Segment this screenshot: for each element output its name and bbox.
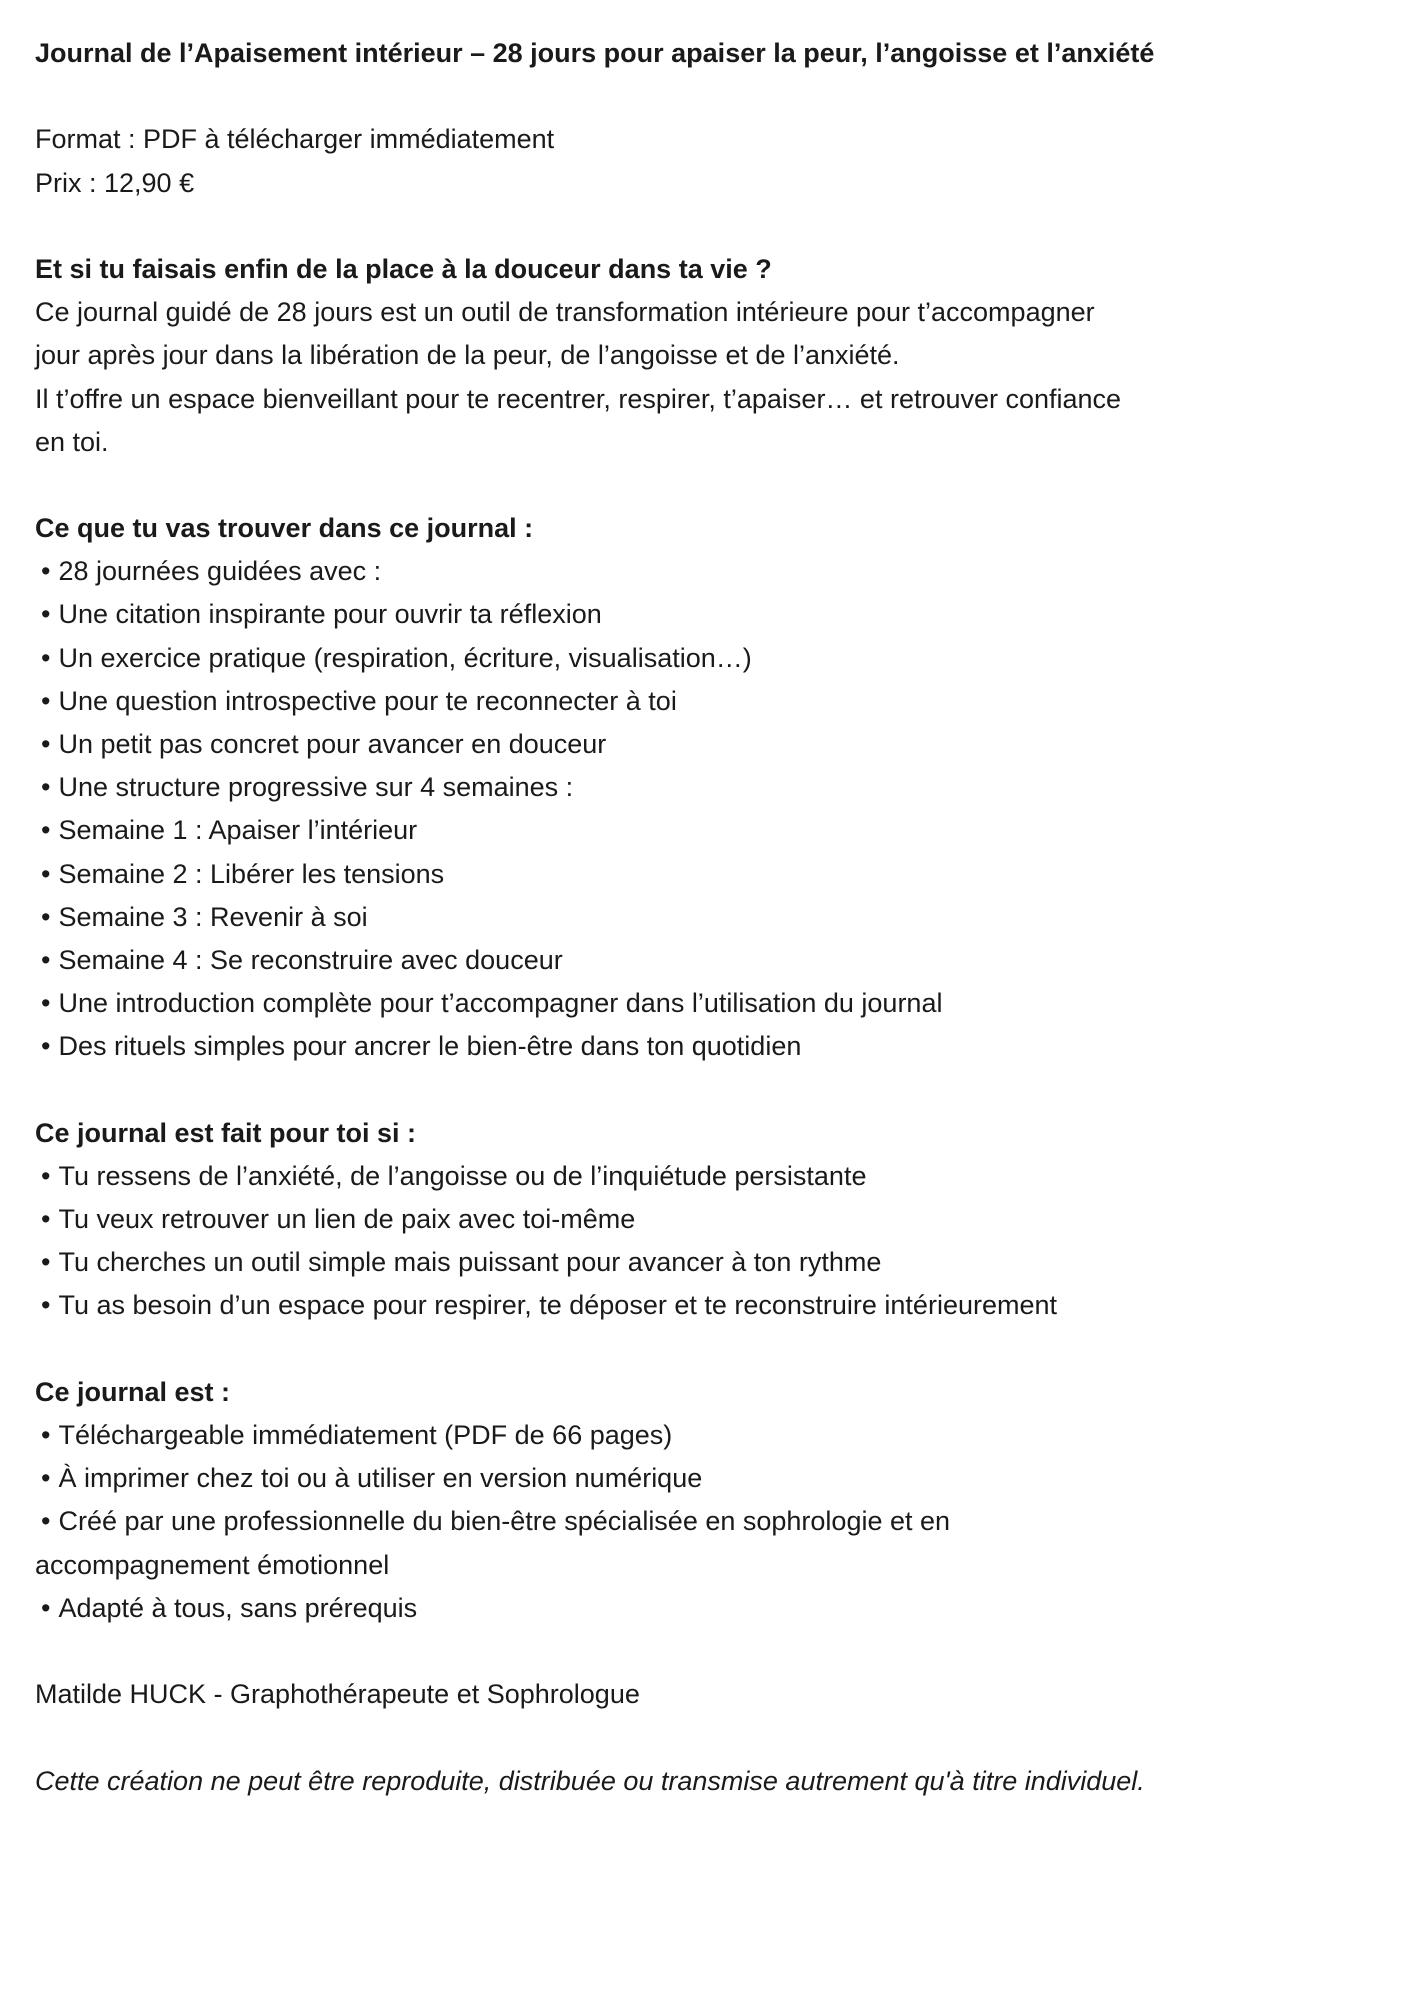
price-info: Prix : 12,90 € [35,167,195,198]
contents-list [35,550,1379,1068]
list-item [35,896,1379,939]
list-item-text: Tu ressens de l’anxiété, de l’angoisse ou de l’inquiétude persistante [58,1160,867,1191]
list-item [35,637,1379,680]
list-item-text: Une question introspective pour te reconnecter à toi [58,685,677,716]
list-item [35,1155,1379,1198]
list-item-text: Des rituels simples pour ancrer le bien-être dans ton quotidien [58,1031,802,1062]
bullet-icon: • [41,1204,51,1235]
bullet-icon: • [41,1463,51,1494]
intro-line: en toi. [35,426,109,457]
copyright-notice: Cette création ne peut être reproduite, distribuée ou transmise autrement qu'à titre individuel. [35,1765,1145,1796]
list-item-text: Un exercice pratique (respiration, écriture, visualisation…) [58,642,752,673]
list-item-text: Téléchargeable immédiatement (PDF de 66 pages) [58,1420,673,1450]
bullet-icon: • [41,556,51,587]
bullet-icon: • [41,815,51,846]
list-item-text: Créé par une professionnelle du bien-être spécialisée en sophrologie et en [58,1506,951,1537]
bullet-icon: • [41,1592,51,1623]
list-item [35,680,1379,723]
bullet-icon: • [41,1290,51,1321]
format-info: Format : PDF à télécharger immédiatement [35,124,555,155]
author-signature: Matilde HUCK - Graphothérapeute et Sophrologue [35,1679,640,1710]
list-item [35,853,1379,896]
bullet-icon: • [41,858,51,889]
bullet-icon: • [41,988,51,1019]
bullet-icon: • [41,599,51,630]
bullet-icon: • [41,1160,51,1191]
list-item [35,982,1379,1025]
list-item-text: À imprimer chez toi ou à utiliser en version numérique [58,1463,703,1494]
list-item-text: Semaine 4 : Se reconstruire avec douceur [58,944,563,975]
list-item [35,1414,1379,1457]
intro-line: jour après jour dans la libération de la peur, de l’angoisse et de l’anxiété. [35,340,900,371]
list-item-text: Une structure progressive sur 4 semaines : [58,772,574,803]
list-item [35,766,1379,809]
list-item [35,1025,1379,1068]
list-item [35,593,1379,636]
bullet-icon: • [41,1247,51,1278]
bullet-icon: • [41,642,51,673]
document-title: Journal de l’Apaisement intérieur – 28 jours pour apaiser la peur, l’angoisse et l’anxiété [35,38,1155,68]
features-list [35,1414,1379,1544]
features-continuation: accompagnement émotionnel [35,1549,390,1580]
list-item-text: Un petit pas concret pour avancer en douceur [58,729,607,759]
list-item-text: Tu as besoin d’un espace pour respirer, te déposer et te reconstruire intérieurement [58,1290,1058,1321]
list-item [35,1241,1379,1284]
bullet-icon: • [41,1420,51,1450]
bullet-icon: • [41,685,51,716]
list-item-text: Semaine 2 : Libérer les tensions [58,858,445,889]
intro-heading: Et si tu faisais enfin de la place à la douceur dans ta vie ? [35,253,772,284]
list-item-text: Une introduction complète pour t’accompagner dans l’utilisation du journal [58,988,943,1019]
list-item: • Adapté à tous, sans prérequis [41,1592,418,1623]
list-item [35,550,1379,593]
bullet-icon: • [41,1506,51,1537]
list-item [35,1198,1379,1241]
list-item [35,1457,1379,1500]
bullet-icon: • [41,729,51,759]
list-item [35,1284,1379,1327]
list-item-text: Semaine 3 : Revenir à soi [58,901,368,932]
intro-line: Ce journal guidé de 28 jours est un outil de transformation intérieure pour t’accompagner [35,297,1095,328]
list-item-text: Tu veux retrouver un lien de paix avec toi-même [58,1204,636,1235]
bullet-icon: • [41,901,51,932]
features-heading: Ce journal est : [35,1376,231,1407]
list-item [35,939,1379,982]
list-item [35,723,1379,766]
list-item [35,1500,1379,1543]
bullet-icon: • [41,772,51,803]
list-item-text: 28 journées guidées avec : [58,556,382,587]
intro-line: Il t’offre un espace bienveillant pour te recentrer, respirer, t’apaiser… et retrouver confiance [35,383,1122,414]
audience-list [35,1155,1379,1328]
list-item-text: Tu cherches un outil simple mais puissant pour avancer à ton rythme [58,1247,882,1278]
list-item-text: Semaine 1 : Apaiser l’intérieur [58,815,418,846]
audience-heading: Ce journal est fait pour toi si : [35,1117,417,1148]
list-item [35,809,1379,852]
bullet-icon: • [41,1031,51,1062]
bullet-icon: • [41,944,51,975]
contents-heading: Ce que tu vas trouver dans ce journal : [35,513,534,544]
list-item-text: Une citation inspirante pour ouvrir ta réflexion [58,599,602,630]
